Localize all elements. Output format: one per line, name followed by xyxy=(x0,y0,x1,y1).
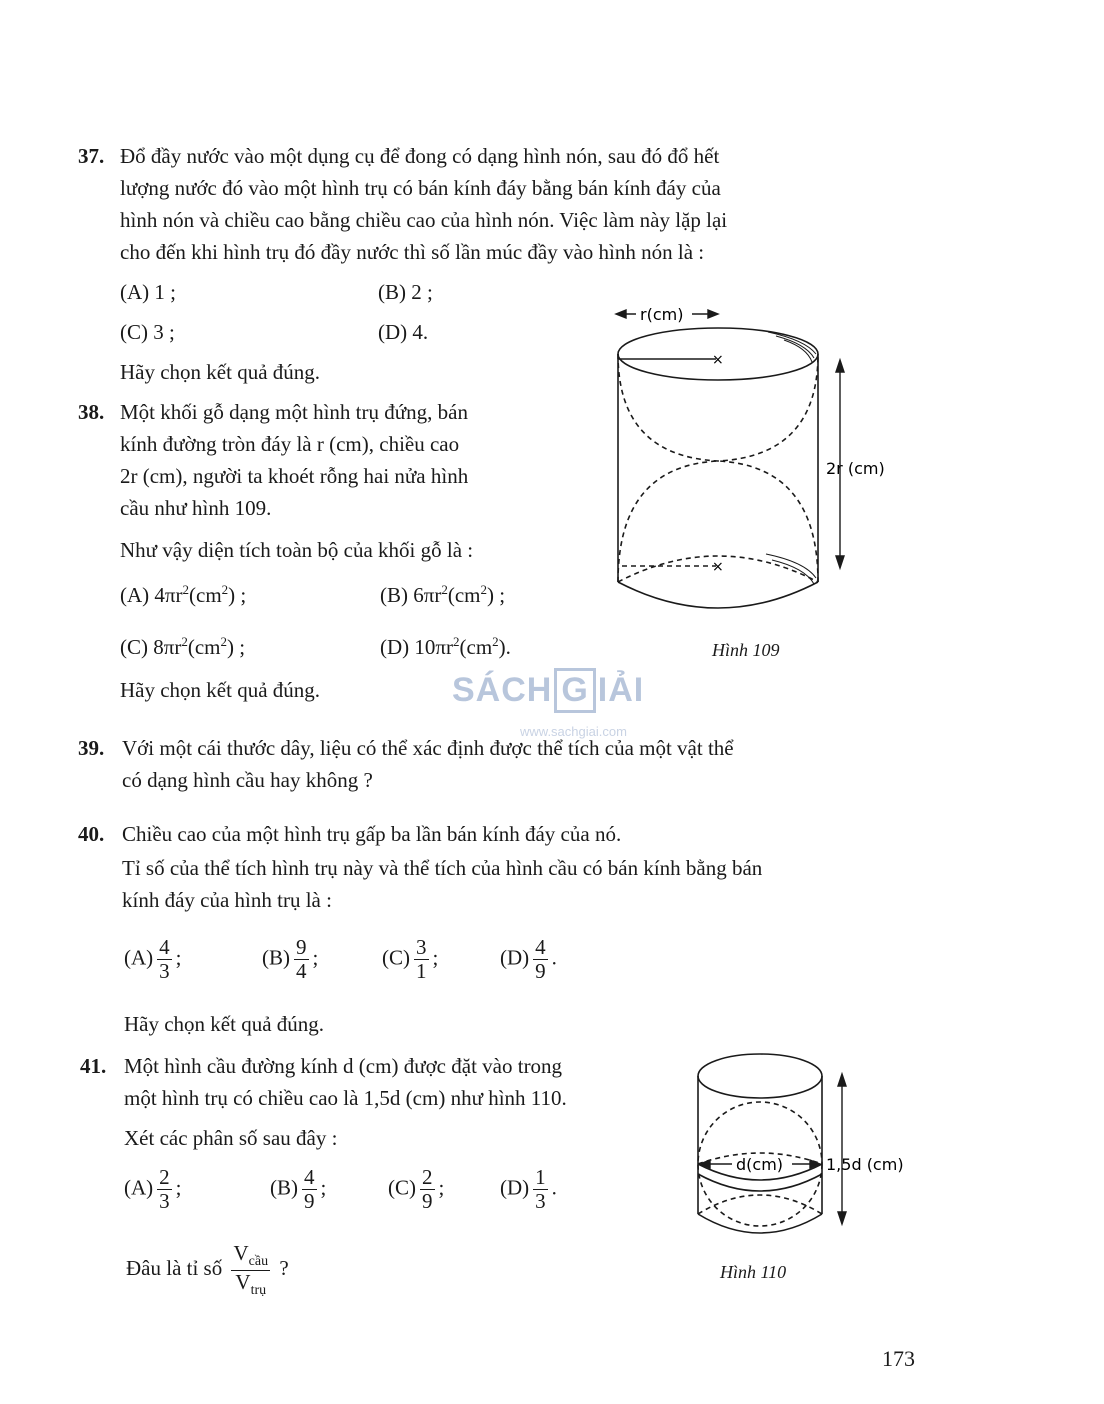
watermark-logo: SÁCH G IẢI xyxy=(452,668,644,713)
page-number: 173 xyxy=(882,1346,915,1371)
q40-prompt: Hãy chọn kết quả đúng. xyxy=(124,1012,325,1036)
q41-question: Xét các phân số sau đây : xyxy=(124,1126,338,1150)
q38-line-2: kính đường tròn đáy là r (cm), chiều cao xyxy=(120,432,460,456)
q37-number: 37. xyxy=(78,144,105,168)
cylinder-bottom-front xyxy=(618,582,818,608)
svg-text:×: × xyxy=(712,352,724,368)
height-label: 2r (cm) xyxy=(826,459,885,478)
q40-option-b: (B) $\frac{9}{4}$ ; xyxy=(262,935,319,984)
q37-option-c: (C) 3 ; xyxy=(120,320,175,344)
q38-option-d: (D) $10\pi r^2(cm^2)$. xyxy=(380,634,511,659)
q37-line-2: lượng nước đó vào một hình trụ có bán kính đáy bằng bán kính đáy của xyxy=(120,176,721,200)
q37-option-a: (A) 1 ; xyxy=(120,280,176,304)
q37-line-4: cho đến khi hình trụ đó đầy nước thì số lần múc đầy vào hình nón là : xyxy=(120,240,705,264)
q38-line-3: 2r (cm), người ta khoét rỗng hai nửa hình xyxy=(120,464,469,488)
q38-prompt: Hãy chọn kết quả đúng. xyxy=(120,678,321,702)
q38-option-a: (A) $4\pi r^2(cm^2)$ ; xyxy=(120,582,247,607)
q41-option-a: (A) $\frac{2}{3}$ ; xyxy=(124,1165,182,1214)
q40-option-d: (D) $\frac{4}{9}$ . xyxy=(500,935,557,984)
q38-option-c: (C) $8\pi r^2(cm^2)$ ; xyxy=(120,634,246,659)
height-label: 1,5d (cm) xyxy=(826,1155,904,1174)
q40-number: 40. xyxy=(78,822,105,846)
q39-line-1: Với một cái thước dây, liệu có thể xác định được thể tích của một vật thể xyxy=(122,736,734,760)
q38-question: Như vậy diện tích toàn bộ của khối gỗ là : xyxy=(120,538,474,562)
figure-109-caption: Hình 109 xyxy=(712,640,780,660)
radius-label: r(cm) xyxy=(640,305,684,324)
watermark-url: www.sachgiai.com xyxy=(520,724,627,739)
q37-line-3: hình nón và chiều cao bằng chiều cao của hình nón. Việc làm này lặp lại xyxy=(120,208,728,232)
q40-line-2: Tỉ số của thể tích hình trụ này và thể tích của hình cầu có bán kính bằng bán xyxy=(122,856,763,880)
figure-110-caption: Hình 110 xyxy=(720,1262,787,1282)
q37-option-d: (D) 4. xyxy=(378,320,429,344)
q40-line-3: kính đáy của hình trụ là : xyxy=(122,888,332,912)
q41-number: 41. xyxy=(80,1054,107,1078)
q38-option-b: (B) $6\pi r^2(cm^2)$ ; xyxy=(380,582,506,607)
q37-prompt: Hãy chọn kết quả đúng. xyxy=(120,360,321,384)
q38-line-1: Một khối gỗ dạng một hình trụ đứng, bán xyxy=(120,400,468,424)
figure-110 xyxy=(684,1046,934,1246)
q37-option-b: (B) 2 ; xyxy=(378,280,433,304)
q41-line-1: Một hình cầu đường kính d (cm) được đặt vào trong xyxy=(124,1054,563,1078)
q41-option-d: (D) $\frac{1}{3}$ . xyxy=(500,1165,557,1214)
q41-option-c: (C) $\frac{2}{9}$ ; xyxy=(388,1165,445,1214)
q39-line-2: có dạng hình cầu hay không ? xyxy=(122,768,373,792)
svg-text:×: × xyxy=(712,559,724,575)
cylinder-bottom-front xyxy=(698,1214,822,1233)
q41-line-2: một hình trụ có chiều cao là 1,5d (cm) như hình 110. xyxy=(124,1086,567,1110)
q40-option-c: (C) $\frac{3}{1}$ ; xyxy=(382,935,439,984)
q41-option-b: (B) $\frac{4}{9}$ ; xyxy=(270,1165,327,1214)
cylinder-top-ellipse xyxy=(698,1054,822,1098)
q39-number: 39. xyxy=(78,736,105,760)
q40-option-a: (A) $\frac{4}{3}$ ; xyxy=(124,935,182,984)
diameter-label: d(cm) xyxy=(736,1155,784,1174)
figure-109 xyxy=(600,296,920,626)
q37-line-1: Đổ đầy nước vào một dụng cụ để đong có dạng hình nón, sau đó đổ hết xyxy=(120,144,720,168)
q38-line-4: cầu như hình 109. xyxy=(120,496,272,520)
upper-hemisphere xyxy=(618,354,818,461)
q41-ratio-question: Đâu là tỉ số $\frac{V_{cầu}}{V_{trụ}}$ ? xyxy=(126,1241,289,1298)
q40-line-1: Chiều cao của một hình trụ gấp ba lần bán kính đáy của nó. xyxy=(122,822,622,846)
q38-number: 38. xyxy=(78,400,105,424)
